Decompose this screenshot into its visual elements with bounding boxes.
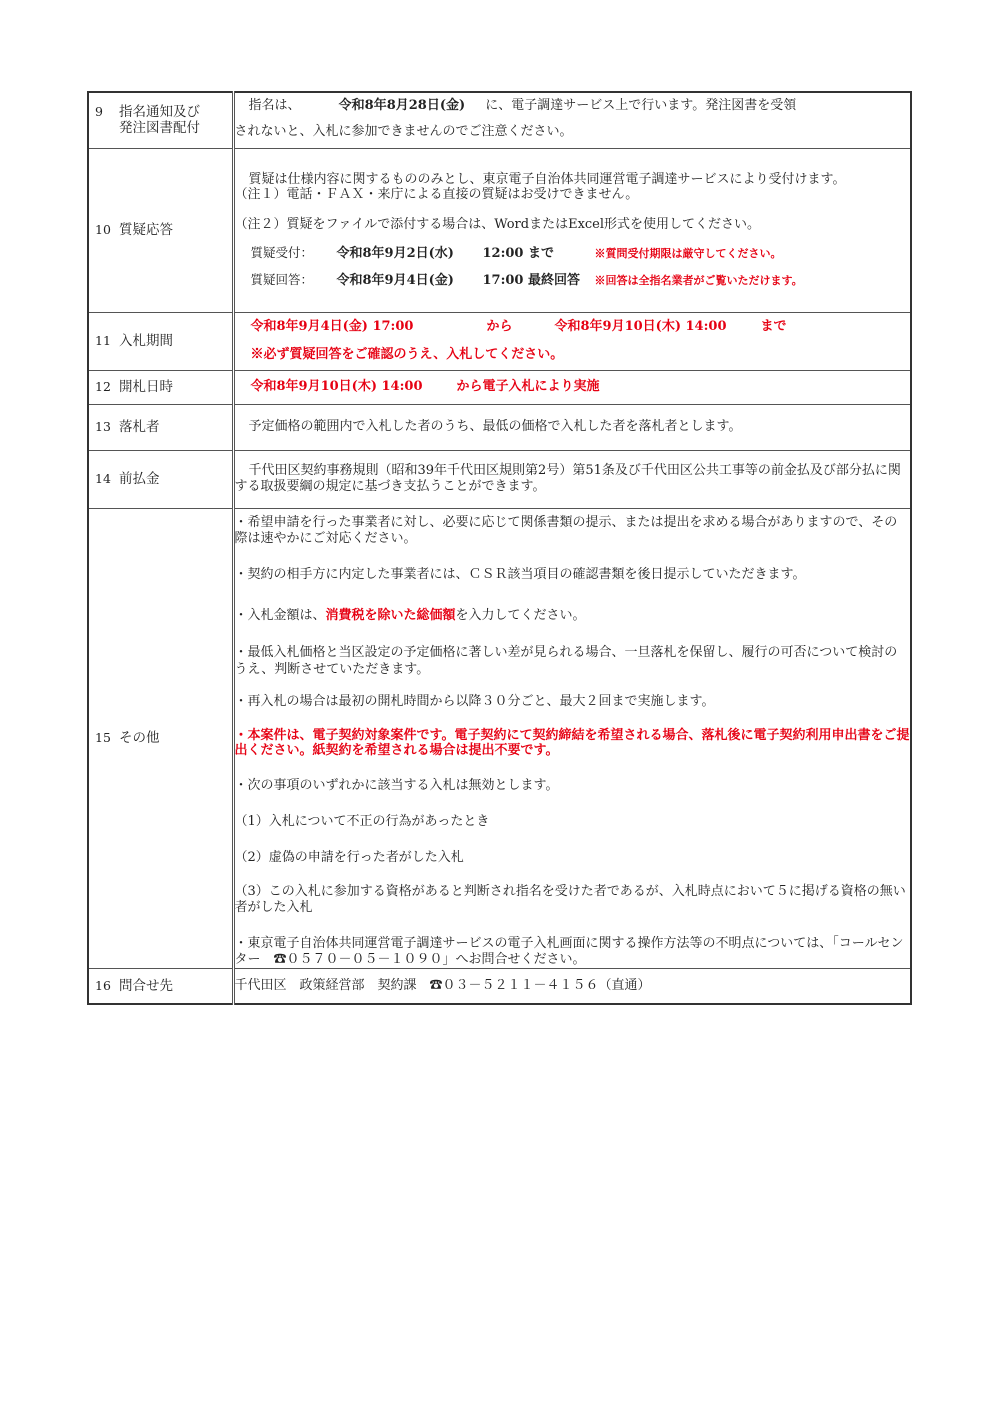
- row-9-label-cell: [88, 92, 233, 148]
- row-9-label-line2: 発注図書配付: [119, 120, 200, 137]
- row-16: [88, 968, 911, 1004]
- row-9-text2: されないと、入札に参加できませんのでご注意ください。: [234, 124, 573, 140]
- row-15-item10: （3）この入札に参加する資格があると判断され指名を受けた者であるが、入札時点において５に掲げる資格の無い者がした入札: [234, 883, 906, 915]
- row-15-item1: ・希望申請を行った事業者に対し、必要に応じて関係書類の提示、または提出を求める場合がありますので、その際は速やかにご対応ください。: [234, 514, 898, 546]
- row-13-content: [233, 404, 911, 450]
- row-15-item7: ・次の事項のいずれかに該当する入札は無効とします。: [234, 777, 559, 793]
- row-13-label-cell: [88, 404, 233, 450]
- row-15-content: [233, 508, 911, 968]
- row-11-start: 令和8年9月4日(金) 17:00: [250, 319, 414, 334]
- row-14-label-cell: [88, 450, 233, 508]
- row-16-number: 16: [95, 977, 111, 993]
- row-14: [88, 450, 911, 508]
- row-13: [88, 404, 911, 450]
- row-9-label-line1: 指名通知及び: [119, 104, 200, 121]
- row-16-content: [233, 968, 911, 1004]
- row-12-date: 令和8年9月10日(木) 14:00: [250, 379, 423, 394]
- row-15-label: その他: [119, 730, 160, 746]
- row-10-label: 質疑応答: [119, 222, 173, 238]
- row-11-from: から: [486, 319, 513, 334]
- row-15-item3-red: 消費税を除いた総価額: [325, 607, 456, 623]
- row-12-rest: から電子入札により実施: [456, 379, 600, 394]
- row-15-item4: ・最低入札価格と当区設定の予定価格に著しい差が見られる場合、一旦落札を保留し、履行の可否について検討のうえ、判断させていただきます。: [234, 644, 898, 677]
- row-14-text: 千代田区契約事務規則（昭和39年千代田区規則第2号）第51条及び千代田区公共工事等の前金払及び部分払に関する取扱要綱の規定に基づき支払うことができます。: [234, 463, 901, 494]
- row-14-content: [233, 450, 911, 508]
- row-10-recv-date: 令和8年9月2日(水): [336, 245, 454, 261]
- row-9: [88, 92, 911, 148]
- row-12-label-cell: [88, 370, 233, 404]
- row-15-item5: ・再入札の場合は最初の開札時間から以降３０分ごと、最大２回まで実施します。: [234, 693, 715, 709]
- row-11-content: [233, 312, 911, 370]
- row-15-label-cell: [88, 508, 233, 968]
- row-14-label: 前払金: [119, 471, 160, 487]
- row-11-label: 入札期間: [119, 333, 173, 349]
- row-16-label: 問合せ先: [119, 977, 173, 994]
- row-10-p1: 質疑は仕様内容に関するもののみとし、東京電子自治体共同運営電子調達サービスにより受付けます。: [248, 171, 846, 187]
- row-15-number: 15: [95, 730, 111, 745]
- row-11-end: 令和8年9月10日(木) 14:00: [554, 319, 727, 334]
- row-10-ans-note: ※回答は全指名業者がご覧いただけます。: [594, 273, 803, 287]
- row-11: [88, 312, 911, 370]
- row-12-label: 開札日時: [119, 379, 173, 395]
- row-9-number: 9: [95, 104, 103, 120]
- row-15: [88, 508, 911, 968]
- row-11-note: ※必ず質疑回答をご確認のうえ、入札してください。: [250, 347, 564, 362]
- row-12-number: 12: [95, 379, 111, 394]
- row-9-text1: に、電子調達サービス上で行います。発注図書を受領: [485, 98, 797, 114]
- row-15-item3-post: を入力してください。: [455, 607, 586, 623]
- row-15-item11: ・東京電子自治体共同運営電子調達サービスの電子入札画面に関する操作方法等の不明点については、「コールセンター ☎０５７０－０５－１０９０」へお問合せください。: [234, 935, 904, 967]
- row-10: [88, 148, 911, 312]
- row-15-item3: [235, 608, 911, 624]
- procurement-info-table: [87, 91, 912, 1005]
- row-10-note2: （注２）質疑をファイルで添付する場合は、WordまたはExcel形式を使用してください。: [234, 216, 761, 232]
- row-10-ans-date: 令和8年9月4日(金): [336, 272, 454, 288]
- row-10-label-cell: [88, 148, 233, 312]
- row-13-number: 13: [95, 419, 111, 434]
- row-10-recv-label: 質疑受付：: [250, 244, 314, 260]
- row-12: [88, 370, 911, 404]
- row-11-number: 11: [95, 333, 111, 348]
- row-11-label-cell: [88, 312, 233, 370]
- row-10-content: [233, 148, 911, 312]
- row-10-note1: （注１）電話・ＦＡＸ・来庁による直接の質疑はお受けできません。: [234, 186, 639, 202]
- row-9-date: 令和8年8月28日(金): [338, 98, 466, 114]
- row-10-recv-time: 12:00 まで: [482, 245, 555, 261]
- row-14-number: 14: [95, 471, 111, 486]
- row-12-content: [233, 370, 911, 404]
- row-15-item6: ・本案件は、電子契約対象案件です。電子契約にて契約締結を希望される場合、落札後に電子契約利用申出書をご提出ください。紙契約を希望される場合は提出不要です。: [234, 727, 910, 758]
- row-10-number: 10: [95, 222, 111, 237]
- row-16-text: 千代田区 政策経営部 契約課 ☎０３－５２１１－４１５６（直通）: [234, 977, 651, 993]
- row-15-item3-pre: ・入札金額は、: [234, 607, 326, 623]
- row-9-content: [233, 92, 911, 148]
- row-13-label: 落札者: [119, 419, 160, 435]
- row-10-recv-note: ※質問受付期限は厳守してください。: [594, 246, 782, 260]
- row-13-text: 予定価格の範囲内で入札した者のうち、最低の価格で入札した者を落札者とします。: [248, 419, 742, 434]
- row-15-item2: ・契約の相手方に内定した事業者には、ＣＳＲ該当項目の確認書類を後日提示していただきます。: [234, 566, 806, 582]
- row-10-ans-label: 質疑回答：: [250, 271, 314, 287]
- row-11-until: まで: [760, 319, 787, 334]
- row-9-lead: 指名は、: [248, 98, 301, 114]
- row-16-label-cell: [88, 968, 233, 1004]
- row-15-item9: （2）虚偽の申請を行った者がした入札: [234, 849, 464, 865]
- row-15-item8: （1）入札について不正の行為があったとき: [234, 813, 490, 829]
- row-10-ans-time: 17:00 最終回答: [482, 272, 581, 288]
